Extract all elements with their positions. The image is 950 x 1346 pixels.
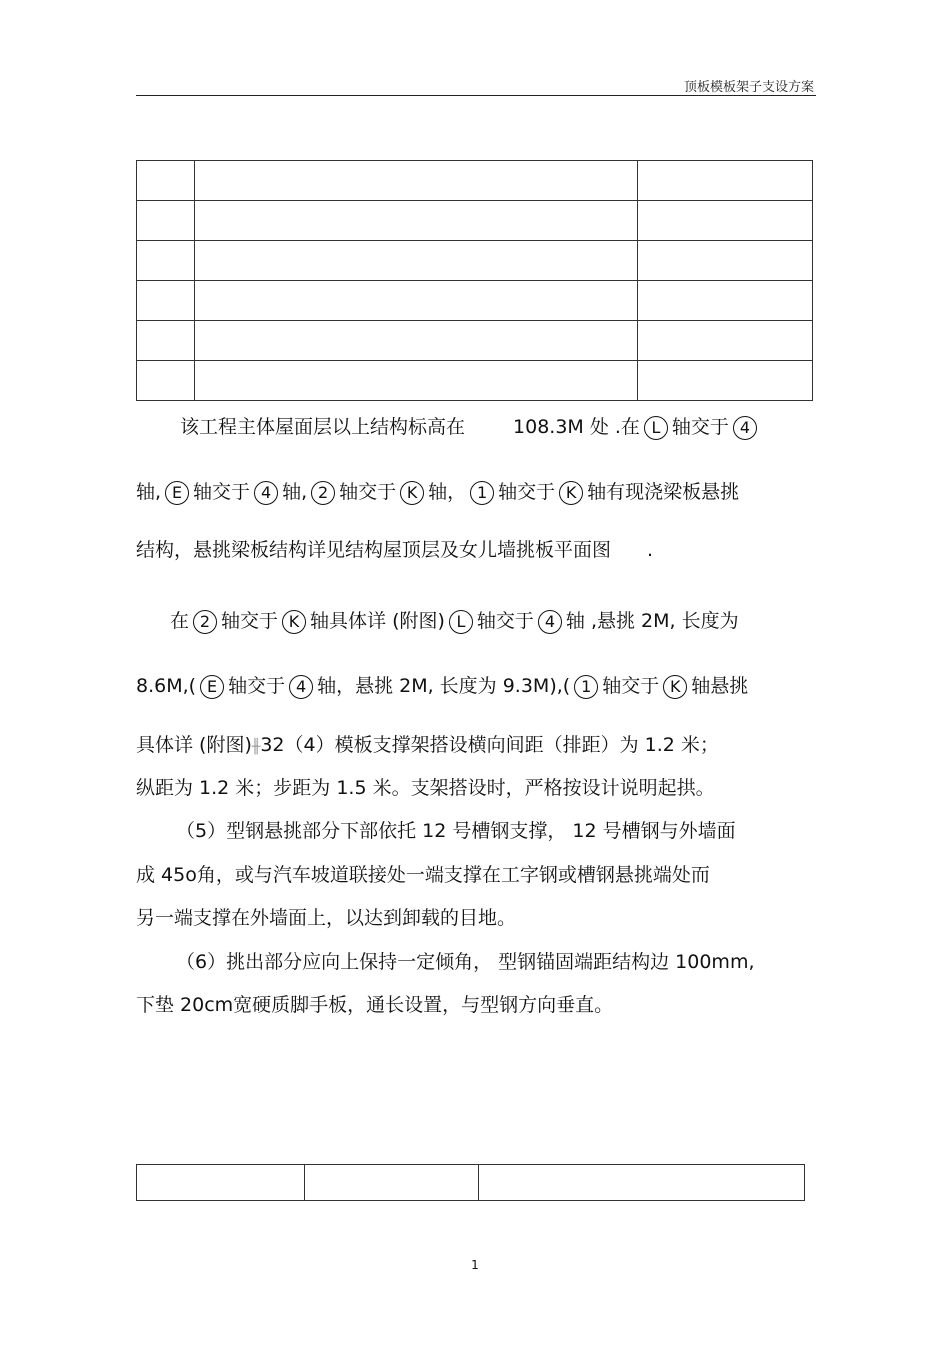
table-cell [137,361,195,401]
table-cell [194,161,637,201]
axis-marker-k: K [400,481,424,505]
text-fragment: 轴交于 [602,675,660,697]
text-fragment: 轴悬挑 [691,675,749,697]
page-number: 1 [471,1258,479,1272]
header-title: 顶板模板架子支设方案 [683,80,814,95]
scan-artifact: ╫ [251,739,261,755]
table-cell [194,321,637,361]
axis-marker-4: 4 [733,416,757,440]
table-cell [638,161,813,201]
table-cell [638,201,813,241]
text-line [136,993,613,1017]
table-row [137,281,813,321]
text-line [136,950,755,974]
bottom-table [136,1164,805,1201]
text-fragment: 另一端支撑在外墙面上，以达到卸载的目地。 [136,907,517,929]
text-fragment: （6）挑出部分应向上保持一定倾角， 型钢锚固端距结构边 100mm, [176,951,755,973]
table-row [137,361,813,401]
axis-marker-1: 1 [574,675,598,699]
axis-marker-e: E [200,675,224,699]
table-cell [137,281,195,321]
table-cell [304,1165,479,1201]
text-fragment: 纵距为 1.2 米；步距为 1.5 米。支架搭设时，严格按设计说明起拱。 [136,777,715,799]
table-row [137,1165,805,1201]
axis-marker-k: K [663,675,687,699]
table-cell [137,161,195,201]
axis-marker-k: K [559,481,583,505]
text-fragment: 轴具体详 (附图) [310,610,445,632]
text-fragment: 108.3M 处 .在 [513,416,640,438]
text-fragment: （5）型钢悬挑部分下部依托 12 号槽钢支撑， 12 号槽钢与外墙面 [176,820,736,842]
text-line [136,415,761,440]
top-table [136,160,813,401]
table-cell [137,201,195,241]
table-row [137,241,813,281]
table-cell [638,241,813,281]
text-fragment: 成 45o角，或与汽车坡道联接处一端支撑在工字钢或槽钢悬挑端处而 [136,864,710,886]
table-cell [638,321,813,361]
text-line [136,776,715,800]
table-cell [638,361,813,401]
text-fragment: 结构，悬挑梁板结构详见结构屋顶层及女儿墙挑板平面图 [136,539,612,561]
text-fragment: 轴, [282,481,308,503]
axis-marker-4: 4 [254,481,278,505]
table-cell [137,241,195,281]
text-fragment: 轴 ,悬挑 2M, 长度为 [565,610,739,632]
axis-marker-2: 2 [311,481,335,505]
axis-marker-l: L [644,416,668,440]
text-line [136,674,748,699]
table-row [137,321,813,361]
text-fragment: 轴交于 [476,610,534,632]
table-cell [194,361,637,401]
header-rule [136,95,816,96]
text-fragment: 轴, [136,481,162,503]
text-line [136,863,710,887]
axis-marker-e: E [165,481,189,505]
text-fragment: . [647,539,654,561]
table-cell [137,1165,305,1201]
axis-marker-k: K [282,610,306,634]
text-fragment: 该工程主体屋面层以上结构标高在 [180,416,466,438]
table-cell [479,1165,805,1201]
text-fragment: 轴有现浇梁板悬挑 [587,481,740,503]
axis-marker-1: 1 [470,481,494,505]
table-cell [137,321,195,361]
text-line [136,819,736,843]
table-row [137,161,813,201]
text-fragment: 轴交于 [498,481,556,503]
text-fragment: 轴交于 [228,675,286,697]
text-fragment: 8.6M,( [136,675,197,697]
axis-marker-4: 4 [538,610,562,634]
table-cell [194,281,637,321]
text-line [136,480,739,505]
table-row [137,201,813,241]
table-cell [638,281,813,321]
text-fragment: 轴， [428,481,467,503]
text-fragment: 在 [170,610,190,632]
table-cell [194,201,637,241]
text-line [136,733,719,759]
text-line [136,538,653,562]
text-fragment: 轴交于 [339,481,397,503]
axis-marker-l: L [449,610,473,634]
text-fragment: 32（4）模板支撑架搭设横向间距（排距）为 1.2 米； [260,734,719,756]
axis-marker-4: 4 [289,675,313,699]
table-cell [194,241,637,281]
axis-marker-2: 2 [193,610,217,634]
text-fragment: 轴交于 [671,416,729,438]
text-fragment: 轴，悬挑 2M, 长度为 9.3M),( [317,675,571,697]
text-fragment: 具体详 (附图) [136,734,252,756]
text-line [136,609,739,634]
text-line [136,906,516,930]
text-fragment: 轴交于 [221,610,279,632]
text-fragment: 下垫 20cm宽硬质脚手板，通长设置，与型钢方向垂直。 [136,994,614,1016]
text-fragment: 轴交于 [193,481,251,503]
